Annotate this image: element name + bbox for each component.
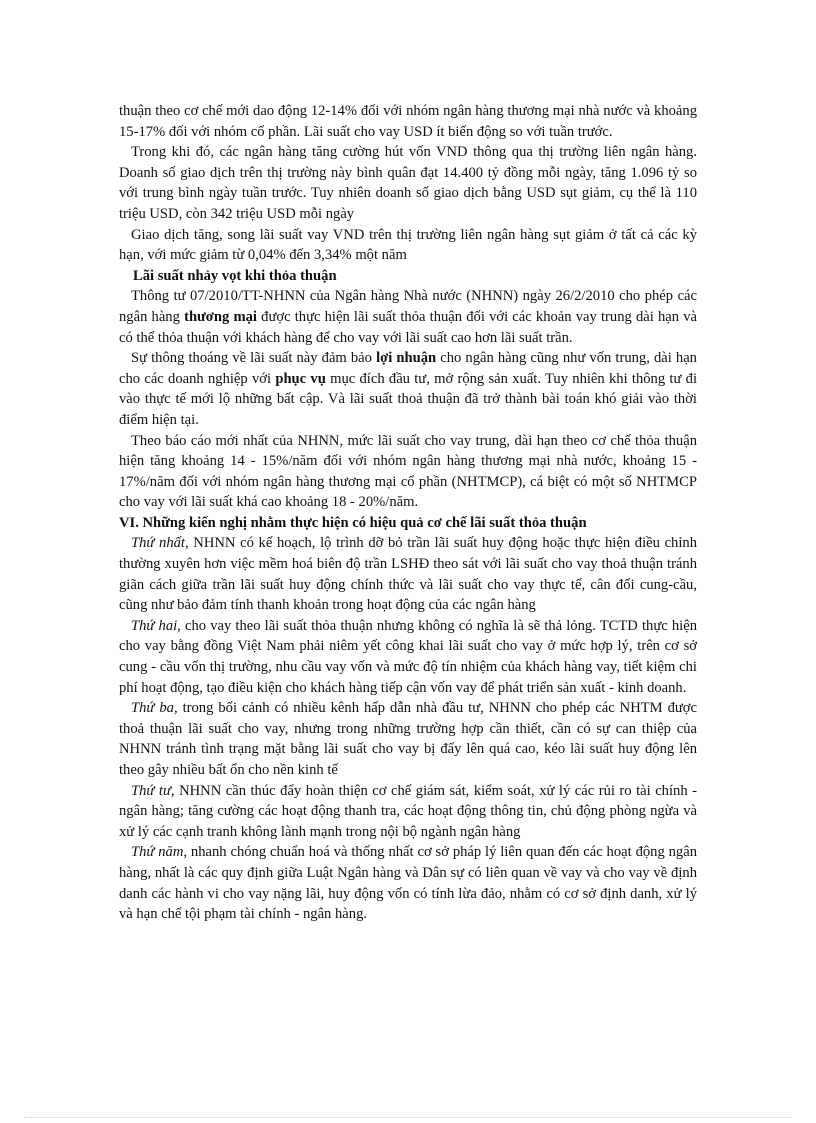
bold-term-profit: lợi nhuận — [376, 350, 437, 367]
ordinal-lead: Thứ nhất, — [131, 535, 189, 552]
text-run: NHNN cần thúc đẩy hoàn thiện cơ chế giám sát, kiểm soát, xử lý các rủi ro tài chính - ngân hàng; tăng cường các hoạt động thanh tra, các hoạt động thông tin, chủ động phòng ngừa và xử lý các cạnh tranh không lành mạnh trong nội bộ ngành ngân hàng — [119, 782, 697, 840]
paragraph-flexibility — [119, 348, 697, 430]
text-run: NHNN có kế hoạch, lộ trình dỡ bỏ trần lãi suất huy động hoặc thực hiện điều chỉnh thường xuyên hơn việc mềm hoá biên độ trần LSHĐ theo sát với lãi suất cho vay thoả thuận tránh giãn cách giữa trần lãi suất huy động chính thức và lãi suất cho vay thực tế, cân đối cung-cầu, cũng như bảo đảm tính thanh khoản trong hoạt động của các ngân hàng — [119, 535, 697, 614]
ordinal-lead: Thứ năm, — [131, 844, 188, 861]
ordinal-lead: Thứ tư, — [131, 782, 175, 799]
ordinal-lead: Thứ hai, — [131, 617, 181, 634]
text-run: Sự thông thoáng về lãi suất này đảm bảo — [131, 350, 377, 367]
text-run: mục đích đầu tư, mở rộng sản xuất. Tuy nhiên khi thông tư đi vào thực tế mới lộ những bất cập. Và lãi suất thoả thuận đã trở thành bài toán khó giải vào thời điểm hiện tại. — [119, 370, 698, 428]
page-bottom-divider — [24, 1117, 792, 1118]
paragraph-second-recommendation — [119, 616, 697, 698]
section-heading-rate-jump: Lãi suất nhảy vọt khi thỏa thuận — [133, 267, 337, 284]
text-run: cho vay theo lãi suất thỏa thuận nhưng không có nghĩa là sẽ thả lỏng. TCTD thực hiện cho vay bằng đồng Việt Nam phải niêm yết công khai lãi suất cho vay ở mức hợp lý, trên cơ sở cung - cầu vốn thị trường, nhu cầu vay vốn và mức độ tín nhiệm của khách hàng vay, tiết kiệm chi phí hoạt động, tạo điều kiện cho khách hàng tiếp cận vốn vay để phát triển sản xuất - kinh doanh. — [119, 617, 697, 696]
paragraph-fifth-recommendation — [119, 842, 697, 924]
document-body — [119, 101, 697, 925]
text-run: trong bối cảnh có nhiều kênh hấp dẫn nhà đầu tư, NHNN cho phép các NHTM được thoả thuận lãi suất cho vay, nhưng trong những trường hợp cần thiết, cần có sự can thiệp của NHNN tránh tình trạng mặt bằng lãi suất cho vay bị đẩy lên quá cao, kéo lãi suất huy động lên theo gây nhiều bất ổn cho nền kinh tế — [119, 700, 697, 778]
text-run: nhanh chóng chuẩn hoá và thống nhất cơ sở pháp lý liên quan đến các hoạt động ngân hàng, nhất là các quy định giữa Luật Ngân hàng và Dân sự có liên quan về vay và cho vay về định danh các hành vi cho vay nặng lãi, huy động vốn có tính lừa đảo, nhằm có cơ sở định danh, xử lý và hạn chế tội phạm tài chính - ngân hàng. — [119, 844, 697, 923]
paragraph-fourth-recommendation — [119, 781, 697, 843]
paragraph-interbank-rates: Giao dịch tăng, song lãi suất vay VND trên thị trường liên ngân hàng sụt giảm ở tất cả các kỳ hạn, với mức giảm từ 0,04% đến 3,34% một năm — [119, 226, 697, 264]
paragraph-circular — [119, 286, 697, 348]
paragraph-third-recommendation — [119, 698, 697, 780]
text-run: được thực hiện lãi suất thỏa thuận đối với các khoản vay trung dài hạn và có thể thỏa thuận với khách hàng để cho vay với lãi suất cao hơn lãi suất trần. — [119, 308, 697, 346]
bold-term-serve: phục vụ — [275, 370, 326, 387]
paragraph-interbank-capital: Trong khi đó, các ngân hàng tăng cường hút vốn VND thông qua thị trường liên ngân hàng. Doanh số giao dịch trên thị trường này bình quân đạt 14.400 tỷ đồng mỗi ngày, tăng 1.096 tỷ so với trung bình ngày tuần trước. Tuy nhiên doanh số giao dịch bằng USD sụt giảm, cụ thể là 110 triệu USD, còn 342 triệu USD mỗi ngày — [119, 144, 697, 222]
bold-term-commercial: thương mại — [184, 308, 257, 325]
paragraph-first-recommendation — [119, 533, 697, 615]
paragraph-rate-continuation: thuận theo cơ chế mới dao động 12-14% đối với nhóm ngân hàng thương mại nhà nước và khoảng 15-17% đối với nhóm cổ phần. Lãi suất cho vay USD ít biến động so với tuần trước. — [119, 103, 697, 140]
text-run: Thông tư 07/2010/TT-NHNN của Ngân hàng Nhà nước (NHNN) ngày 26/2/2010 cho phép các ngân hàng — [119, 288, 697, 325]
section-heading-recommendations: VI. Những kiến nghị nhằm thực hiện có hiệu quả cơ chế lãi suất thỏa thuận — [119, 514, 587, 531]
ordinal-lead: Thứ ba, — [131, 700, 178, 717]
text-run: cho ngân hàng cũng như vốn trung, dài hạn cho các doanh nghiệp với — [119, 350, 697, 387]
paragraph-sbv-report: Theo báo cáo mới nhất của NHNN, mức lãi suất cho vay trung, dài hạn theo cơ chế thỏa thuận hiện tăng khoảng 14 - 15%/năm đối với nhóm ngân hàng thương mại nhà nước, khoảng 15 - 17%/năm đối với nhóm ngân hàng thương mại cổ phần (NHTMCP), cá biệt có một số NHTMCP cho vay với lãi suất khá cao khoảng 18 - 20%/năm. — [119, 432, 697, 511]
